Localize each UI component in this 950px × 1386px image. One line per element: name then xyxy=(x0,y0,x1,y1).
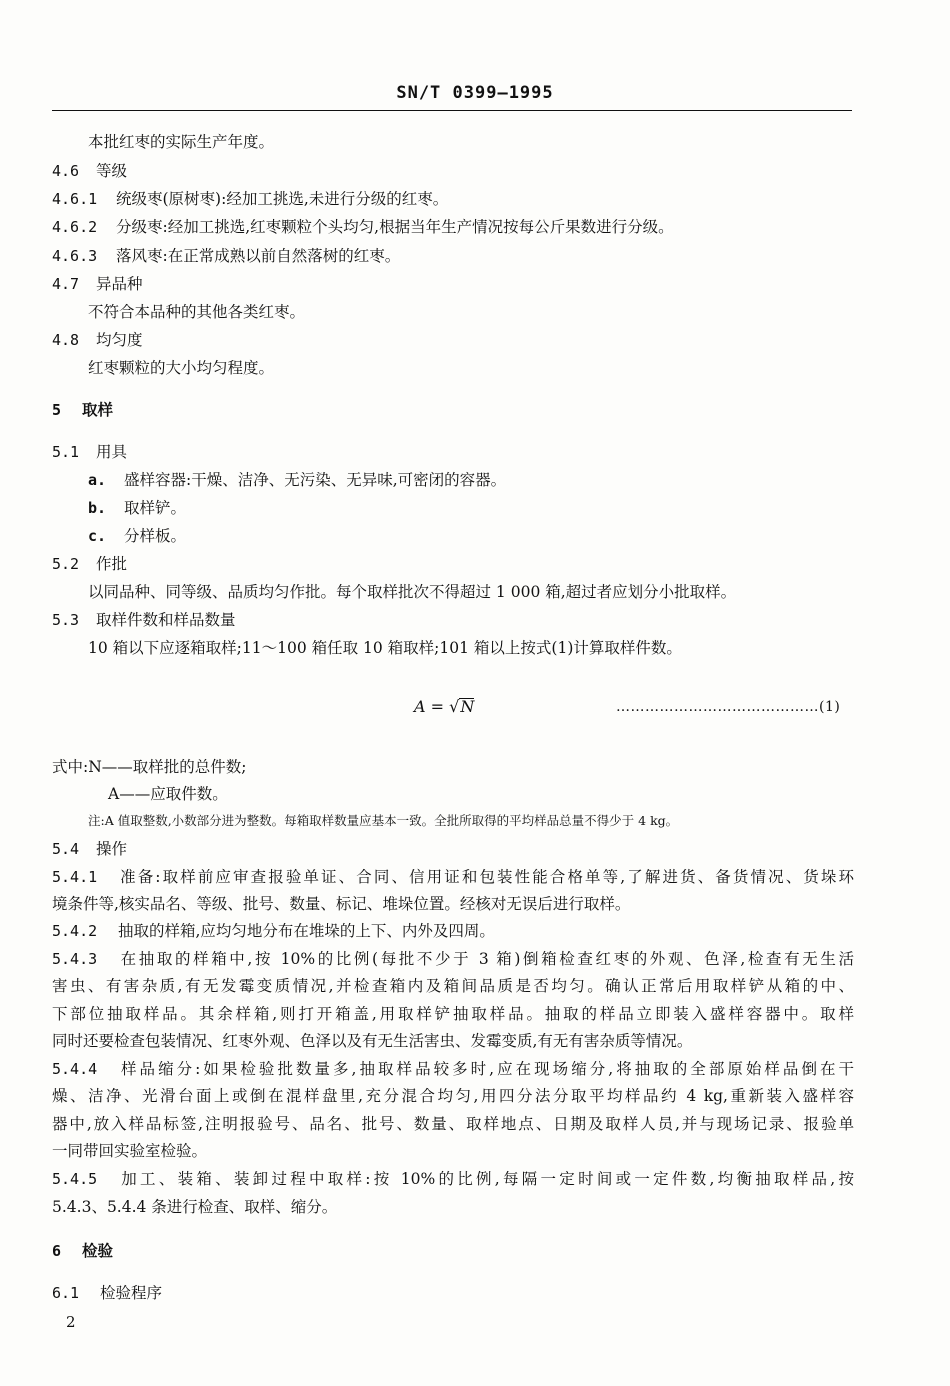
clause-5-4-2: 5.4.2 抽取的样箱,应均匀地分布在堆垛的上下、内外及四周。 xyxy=(52,922,495,940)
list-item-c: c. 分样板。 xyxy=(88,527,187,545)
paragraph-line: 本批红枣的实际生产年度。 xyxy=(88,133,275,151)
formula-where: 式中:N——取样批的总件数; xyxy=(52,758,247,776)
paragraph-line: 不符合本品种的其他各类红枣。 xyxy=(88,303,306,321)
clause-4-6-3: 4.6.3 落风枣:在正常成熟以前自然落树的红枣。 xyxy=(52,247,401,265)
clause-4-6: 4.6 等级 xyxy=(52,162,128,180)
clause-4-6-1: 4.6.1 统级枣(原树枣):经加工挑选,未进行分级的红枣。 xyxy=(52,190,449,208)
paragraph-line: 10 箱以下应逐箱取样;11～100 箱任取 10 箱取样;101 箱以上按式(1)计算取样件数。 xyxy=(88,639,682,657)
clause-5-4-1: 5.4.1 准备:取样前应审查报验单证、合同、信用证和包装性能合格单等,了解进货、备货情况、货垛环 xyxy=(52,868,854,886)
paragraph-line: 以同品种、同等级、品质均匀作批。每个取样批次不得超过 1 000 箱,超过者应划分小批取样。 xyxy=(88,583,737,601)
section-6-heading: 6 检验 xyxy=(52,1241,114,1260)
clause-4-7: 4.7 异品种 xyxy=(52,275,143,293)
clause-5-4: 5.4 操作 xyxy=(52,840,128,858)
clause-4-6-2: 4.6.2 分级枣:经加工挑选,红枣颗粒个头均匀,根据当年生产情况按每公斤果数进行分级。 xyxy=(52,218,674,236)
list-item-b: b. 取样铲。 xyxy=(88,499,187,517)
formula-number: ……………………………………(1) xyxy=(616,699,841,715)
note: 注:A 值取整数,小数部分进为整数。每箱取样数量应基本一致。全批所取得的平均样品总量不得少于 4 kg。 xyxy=(88,813,679,828)
paragraph-line: 器中,放入样品标签,注明报验号、品名、批号、数量、取样地点、日期及取样人员,并与现场记录、报验单 xyxy=(52,1115,854,1133)
clause-5-4-4: 5.4.4 样品缩分:如果检验批数量多,抽取样品较多时,应在现场缩分,将抽取的全部原始样品倒在干 xyxy=(52,1060,854,1078)
paragraph-line: 红枣颗粒的大小均匀程度。 xyxy=(88,359,275,377)
formula-1: A = √N xyxy=(414,697,475,716)
paragraph-line: 下部位抽取样品。其余样箱,则打开箱盖,用取样铲抽取样品。抽取的样品立即装入盛样容器中。取样 xyxy=(52,1005,854,1023)
paragraph-line: 同时还要检查包装情况、红枣外观、色泽以及有无生活害虫、发霉变质,有无有害杂质等情况。 xyxy=(52,1032,693,1050)
header-rule xyxy=(52,110,852,111)
clause-5-2: 5.2 作批 xyxy=(52,555,128,573)
sqrt-symbol: √N xyxy=(449,697,475,716)
paragraph-line: 害虫、有害杂质,有无发霉变质情况,并检查箱内及箱间品质是否均匀。确认正常后用取样铲从箱的中、 xyxy=(52,977,854,995)
paragraph-line: 5.4.3、5.4.4 条进行检查、取样、缩分。 xyxy=(52,1198,338,1216)
paragraph-line: 一同带回实验室检验。 xyxy=(52,1142,208,1160)
section-5-heading: 5 取样 xyxy=(52,400,114,419)
clause-5-3: 5.3 取样件数和样品数量 xyxy=(52,611,236,629)
clause-5-4-5: 5.4.5 加工、装箱、装卸过程中取样:按 10%的比例,每隔一定时间或一定件数,均衡抽取样品,按 xyxy=(52,1170,854,1188)
clause-5-1: 5.1 用具 xyxy=(52,443,128,461)
clause-6-1: 6.1 检验程序 xyxy=(52,1284,163,1302)
paragraph-line: 境条件等,核实品名、等级、批号、数量、标记、堆垛位置。经核对无误后进行取样。 xyxy=(52,895,631,913)
paragraph-line: 燥、洁净、光滑台面上或倒在混样盘里,充分混合均匀,用四分法分取平均样品约 4 kg,重新装入盛样容 xyxy=(52,1087,854,1105)
clause-4-8: 4.8 均匀度 xyxy=(52,331,143,349)
clause-5-4-3: 5.4.3 在抽取的样箱中,按 10%的比例(每批不少于 3 箱)倒箱检查红枣的外观、色泽,检查有无生活 xyxy=(52,950,854,968)
page-number: 2 xyxy=(66,1313,76,1331)
document-header: SN/T 0399—1995 xyxy=(396,83,554,103)
list-item-a: a. 盛样容器:干燥、洁净、无污染、无异味,可密闭的容器。 xyxy=(88,471,507,489)
formula-where: A——应取件数。 xyxy=(108,785,228,803)
